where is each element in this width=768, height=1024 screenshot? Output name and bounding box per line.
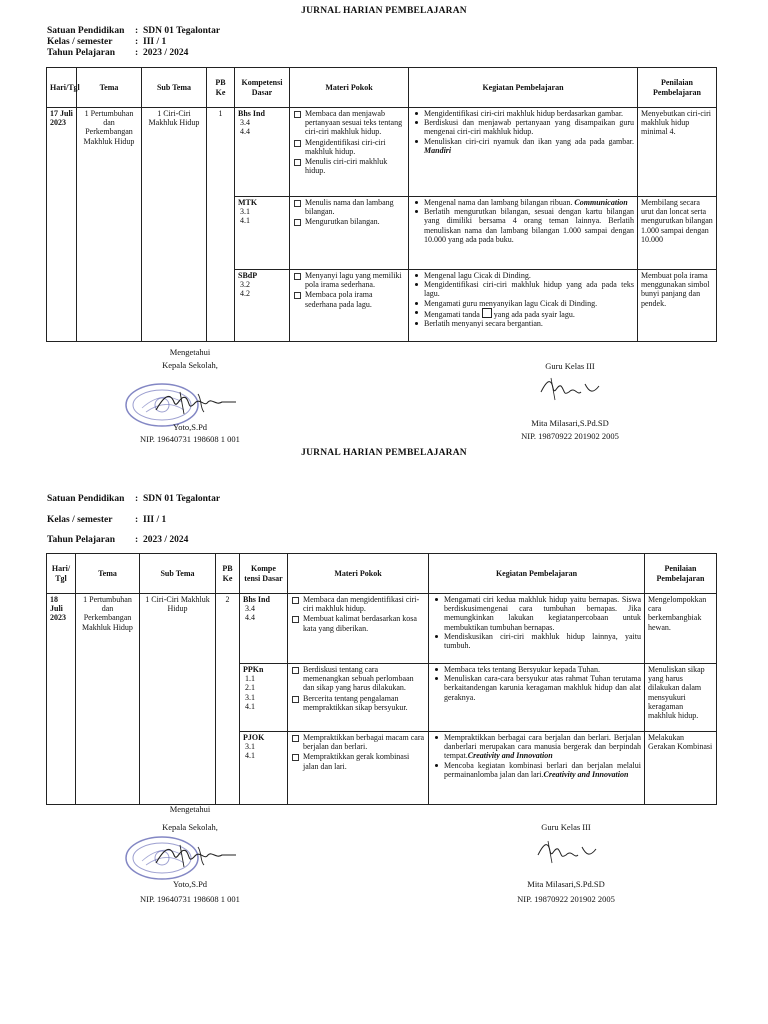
subject-label: Bhs Ind xyxy=(238,109,265,118)
list-item: Menuliskan cara-cara bersyukur atas rahmat Tuhan terutama berkaitandengan karunia keragaman makhluk hidup dan alat geraknya. xyxy=(432,674,641,702)
pb-cell: 1 xyxy=(207,108,235,342)
header-kegiatan: Kegiatan Pembelajaran xyxy=(409,68,638,108)
sign-kepala-sekolah: Kepala Sekolah, xyxy=(162,360,218,370)
list-item: Mengenal nama dan lambang bilangan ribuan. Communication xyxy=(412,198,634,207)
teacher-name: Mita Milasari,S.Pd.SD xyxy=(531,418,609,428)
teacher-nip: NIP. 19870922 201902 2005 xyxy=(517,894,615,904)
principal-nip: NIP. 19640731 198608 1 001 xyxy=(140,434,240,444)
list-item: Membaca pola irama sederhana pada lagu. xyxy=(293,290,405,308)
header-tema: Tema xyxy=(77,68,142,108)
list-item: Mempraktikkan berbagai macam cara berjalan dan berlari. xyxy=(291,733,425,751)
list-item: Membuat kalimat berdasarkan kosa kata yang diberikan. xyxy=(291,614,425,632)
list-item: Bercerita tentang pengalaman mempraktikkan sikap bersyukur. xyxy=(291,694,425,712)
tema-cell: 1 Pertumbuhan dan Perkembangan Makhluk Hidup xyxy=(76,594,140,805)
sign-mengetahui: Mengetahui xyxy=(169,804,211,814)
list-item: Mencoba kegiatan kombinasi berlari dan berjalan melalui permainanlomba jalan dan lari.Creativity and Innovation xyxy=(432,761,641,779)
teacher-name: Mita Milasari,S.Pd.SD xyxy=(527,879,605,889)
sign-mengetahui: Mengetahui xyxy=(169,347,211,357)
meta-tahun-pelajaran: Tahun Pelajaran : 2023 / 2024 xyxy=(47,48,189,58)
meta-satuan-pendidikan: Satuan Pendidikan : SDN 01 Tegalontar xyxy=(47,494,221,504)
principal-name: Yoto,S.Pd xyxy=(172,879,208,889)
list-item: Menulis nama dan lambang bilangan. xyxy=(293,198,405,216)
list-item: Mengamati ciri kedua makhluk hidup yaitu bernapas. Siswa berdiskusimengenai cara tumbuhan bernapas. Jika memungkinkan lakukan kegiatanpercobaan untuk membuktikan tumbuhan bernapas. xyxy=(432,595,641,632)
meta-kelas-semester: Kelas / semester : III / 1 xyxy=(47,515,167,525)
subject-label: SBdP xyxy=(238,271,258,280)
table-row xyxy=(47,108,717,197)
meta-satuan-pendidikan: Satuan Pendidikan : SDN 01 Tegalontar xyxy=(47,26,221,36)
kegiatan-cell xyxy=(409,270,638,342)
journal-table xyxy=(46,553,717,805)
header-materi-pokok: Materi Pokok xyxy=(288,554,429,594)
journal-title: JURNAL HARIAN PEMBELAJARAN xyxy=(301,6,467,16)
header-hari-tgl: Hari/Tgl xyxy=(47,68,77,108)
penilaian-cell: Mengelompokkan cara berkembangbiak hewan. xyxy=(645,594,717,664)
penilaian-cell: Menuliskan sikap yang harus dilakukan dalam mensyukuri keragaman makhluk hidup. xyxy=(645,664,717,732)
sign-kepala-sekolah: Kepala Sekolah, xyxy=(162,822,218,832)
kegiatan-cell xyxy=(409,108,638,197)
checkbox-symbol xyxy=(482,308,492,318)
principal-name: Yoto,S.Pd xyxy=(172,422,208,432)
header-penilaian: Penilaian Pembelajaran xyxy=(638,68,717,108)
list-item: Mengidentifikasi ciri-ciri makhluk hidup yang ada pada teks lagu. xyxy=(412,280,634,298)
header-pb-ke: PB Ke xyxy=(216,554,240,594)
list-item: Berdiskusi dan menjawab pertanyaan yang disampaikan guru mengenai ciri-ciri makhluk hidup. xyxy=(412,118,634,136)
penilaian-cell: Melakukan Gerakan Kombinasi xyxy=(645,732,717,805)
list-item: Mengidentifikasi ciri-ciri makhluk hidup berdasarkan gambar. xyxy=(412,109,634,118)
list-item: Mengidentifikasi ciri-ciri makhluk hidup. xyxy=(293,138,405,156)
header-sub-tema: Sub Tema xyxy=(142,68,207,108)
principal-nip: NIP. 19640731 198608 1 001 xyxy=(140,894,240,904)
teacher-title: Guru Kelas III xyxy=(541,822,591,832)
materi-cell xyxy=(290,270,409,342)
subject-label: MTK xyxy=(238,198,258,207)
list-item: Mengamati tanda yang ada pada syair lagu. xyxy=(412,308,634,319)
kd-cell: Bhs Ind 3.4 4.4 xyxy=(235,108,290,197)
materi-cell xyxy=(288,594,429,664)
list-item: Mengenal lagu Cicak di Dinding. xyxy=(412,271,634,280)
pb-cell: 2 xyxy=(216,594,240,805)
header-kegiatan: Kegiatan Pembelajaran xyxy=(429,554,645,594)
subject-label: PJOK xyxy=(243,733,265,742)
table-header-row xyxy=(47,68,717,108)
teacher-nip: NIP. 19870922 201902 2005 xyxy=(521,431,619,441)
table-row xyxy=(47,594,717,664)
journal-table xyxy=(46,67,717,342)
date-cell: 18 Juli 2023 xyxy=(47,594,76,805)
list-item: Menulis ciri-ciri makhluk hidup. xyxy=(293,157,405,175)
header-kompetensi-dasar: Kompe tensi Dasar xyxy=(240,554,288,594)
kd-cell: MTK 3.1 4.1 xyxy=(235,197,290,270)
meta-kelas-semester: Kelas / semester : III / 1 xyxy=(47,37,167,47)
tema-cell: 1 Pertumbuhan dan Perkembangan Makhluk Hidup xyxy=(77,108,142,342)
list-item: Mengamati guru menyanyikan lagu Cicak di Dinding. xyxy=(412,299,634,308)
header-kompetensi-dasar: Kompetensi Dasar xyxy=(235,68,290,108)
kegiatan-cell xyxy=(429,594,645,664)
kegiatan-cell xyxy=(429,732,645,805)
kd-cell: PJOK 3.1 4.1 xyxy=(240,732,288,805)
table-header-row xyxy=(47,554,717,594)
materi-cell xyxy=(288,732,429,805)
list-item: Mengurutkan bilangan. xyxy=(293,217,405,226)
header-pb-ke: PB Ke xyxy=(207,68,235,108)
header-tema: Tema xyxy=(76,554,140,594)
subject-label: Bhs Ind xyxy=(243,595,270,604)
kd-cell: Bhs Ind 3.4 4.4 xyxy=(240,594,288,664)
header-materi-pokok: Materi Pokok xyxy=(290,68,409,108)
list-item: Membaca teks tentang Bersyukur kepada Tuhan. xyxy=(432,665,641,674)
header-hari-tgl: Hari/ Tgl xyxy=(47,554,76,594)
journal-title: JURNAL HARIAN PEMBELAJARAN xyxy=(301,448,467,458)
penilaian-cell: Membuat pola irama menggunakan simbol bunyi panjang dan pendek. xyxy=(638,270,717,342)
list-item: Membaca dan menjawab pertanyaan sesuai teks tentang ciri-ciri makhluk hidup. xyxy=(293,109,405,137)
header-penilaian: Penilaian Pembelajaran xyxy=(645,554,717,594)
penilaian-cell: Membilang secara urut dan loncat serta mengurutkan bilangan 1.000 sampai dengan 10.000 xyxy=(638,197,717,270)
subject-label: PPKn xyxy=(243,665,264,674)
kd-cell: SBdP 3.2 4.2 xyxy=(235,270,290,342)
list-item: Membaca dan mengidentifikasi ciri-ciri makhluk hidup. xyxy=(291,595,425,613)
list-item: Berlatih menyanyi secara bergantian. xyxy=(412,319,634,328)
principal-signature-icon xyxy=(150,839,240,873)
list-item: Menyanyi lagu yang memiliki pola irama sederhana. xyxy=(293,271,405,289)
teacher-signature-icon xyxy=(532,837,602,867)
subtema-cell: 1 Ciri-Ciri Makhluk Hidup xyxy=(140,594,216,805)
materi-cell xyxy=(290,108,409,197)
principal-signature-icon xyxy=(150,386,240,420)
list-item: Mendiskusikan ciri-ciri makhluk hidup lainnya, yaitu tumbuh. xyxy=(432,632,641,650)
subtema-cell: 1 Ciri-Ciri Makhluk Hidup xyxy=(142,108,207,342)
materi-cell xyxy=(288,664,429,732)
header-sub-tema: Sub Tema xyxy=(140,554,216,594)
date-cell: 17 Juli 2023 xyxy=(47,108,77,342)
teacher-signature-icon xyxy=(535,374,605,404)
list-item: Berdiskusi tentang cara memenangkan sebuah perlombaan dan sikap yang harus dilakukan. xyxy=(291,665,425,693)
kegiatan-cell xyxy=(409,197,638,270)
list-item: Mempraktikkan gerak kombinasi jalan dan lari. xyxy=(291,752,425,770)
kd-cell: PPKn 1.1 2.1 3.1 4.1 xyxy=(240,664,288,732)
list-item: Mempraktikkan berbagai cara berjalan dan berlari. Berjalan danberlari merupakan cara manusia bergerak dan berpindah tempat.Creativity and Innovation xyxy=(432,733,641,761)
meta-tahun-pelajaran: Tahun Pelajaran : 2023 / 2024 xyxy=(47,535,189,545)
list-item: Berlatih mengurutkan bilangan, sesuai dengan kartu bilangan yang dimiliki bersama 4 orang teman lainnya. Berlatih menuliskan nama dan lambang bilangan 1.000 sampai dengan 10.000 yang ada pada buku. xyxy=(412,207,634,244)
teacher-title: Guru Kelas III xyxy=(545,361,595,371)
penilaian-cell: Menyebutkan ciri-ciri makhluk hidup minimal 4. xyxy=(638,108,717,197)
kegiatan-cell xyxy=(429,664,645,732)
list-item: Menuliskan ciri-ciri nyamuk dan ikan yang ada pada gambar. Mandiri xyxy=(412,137,634,155)
materi-cell xyxy=(290,197,409,270)
